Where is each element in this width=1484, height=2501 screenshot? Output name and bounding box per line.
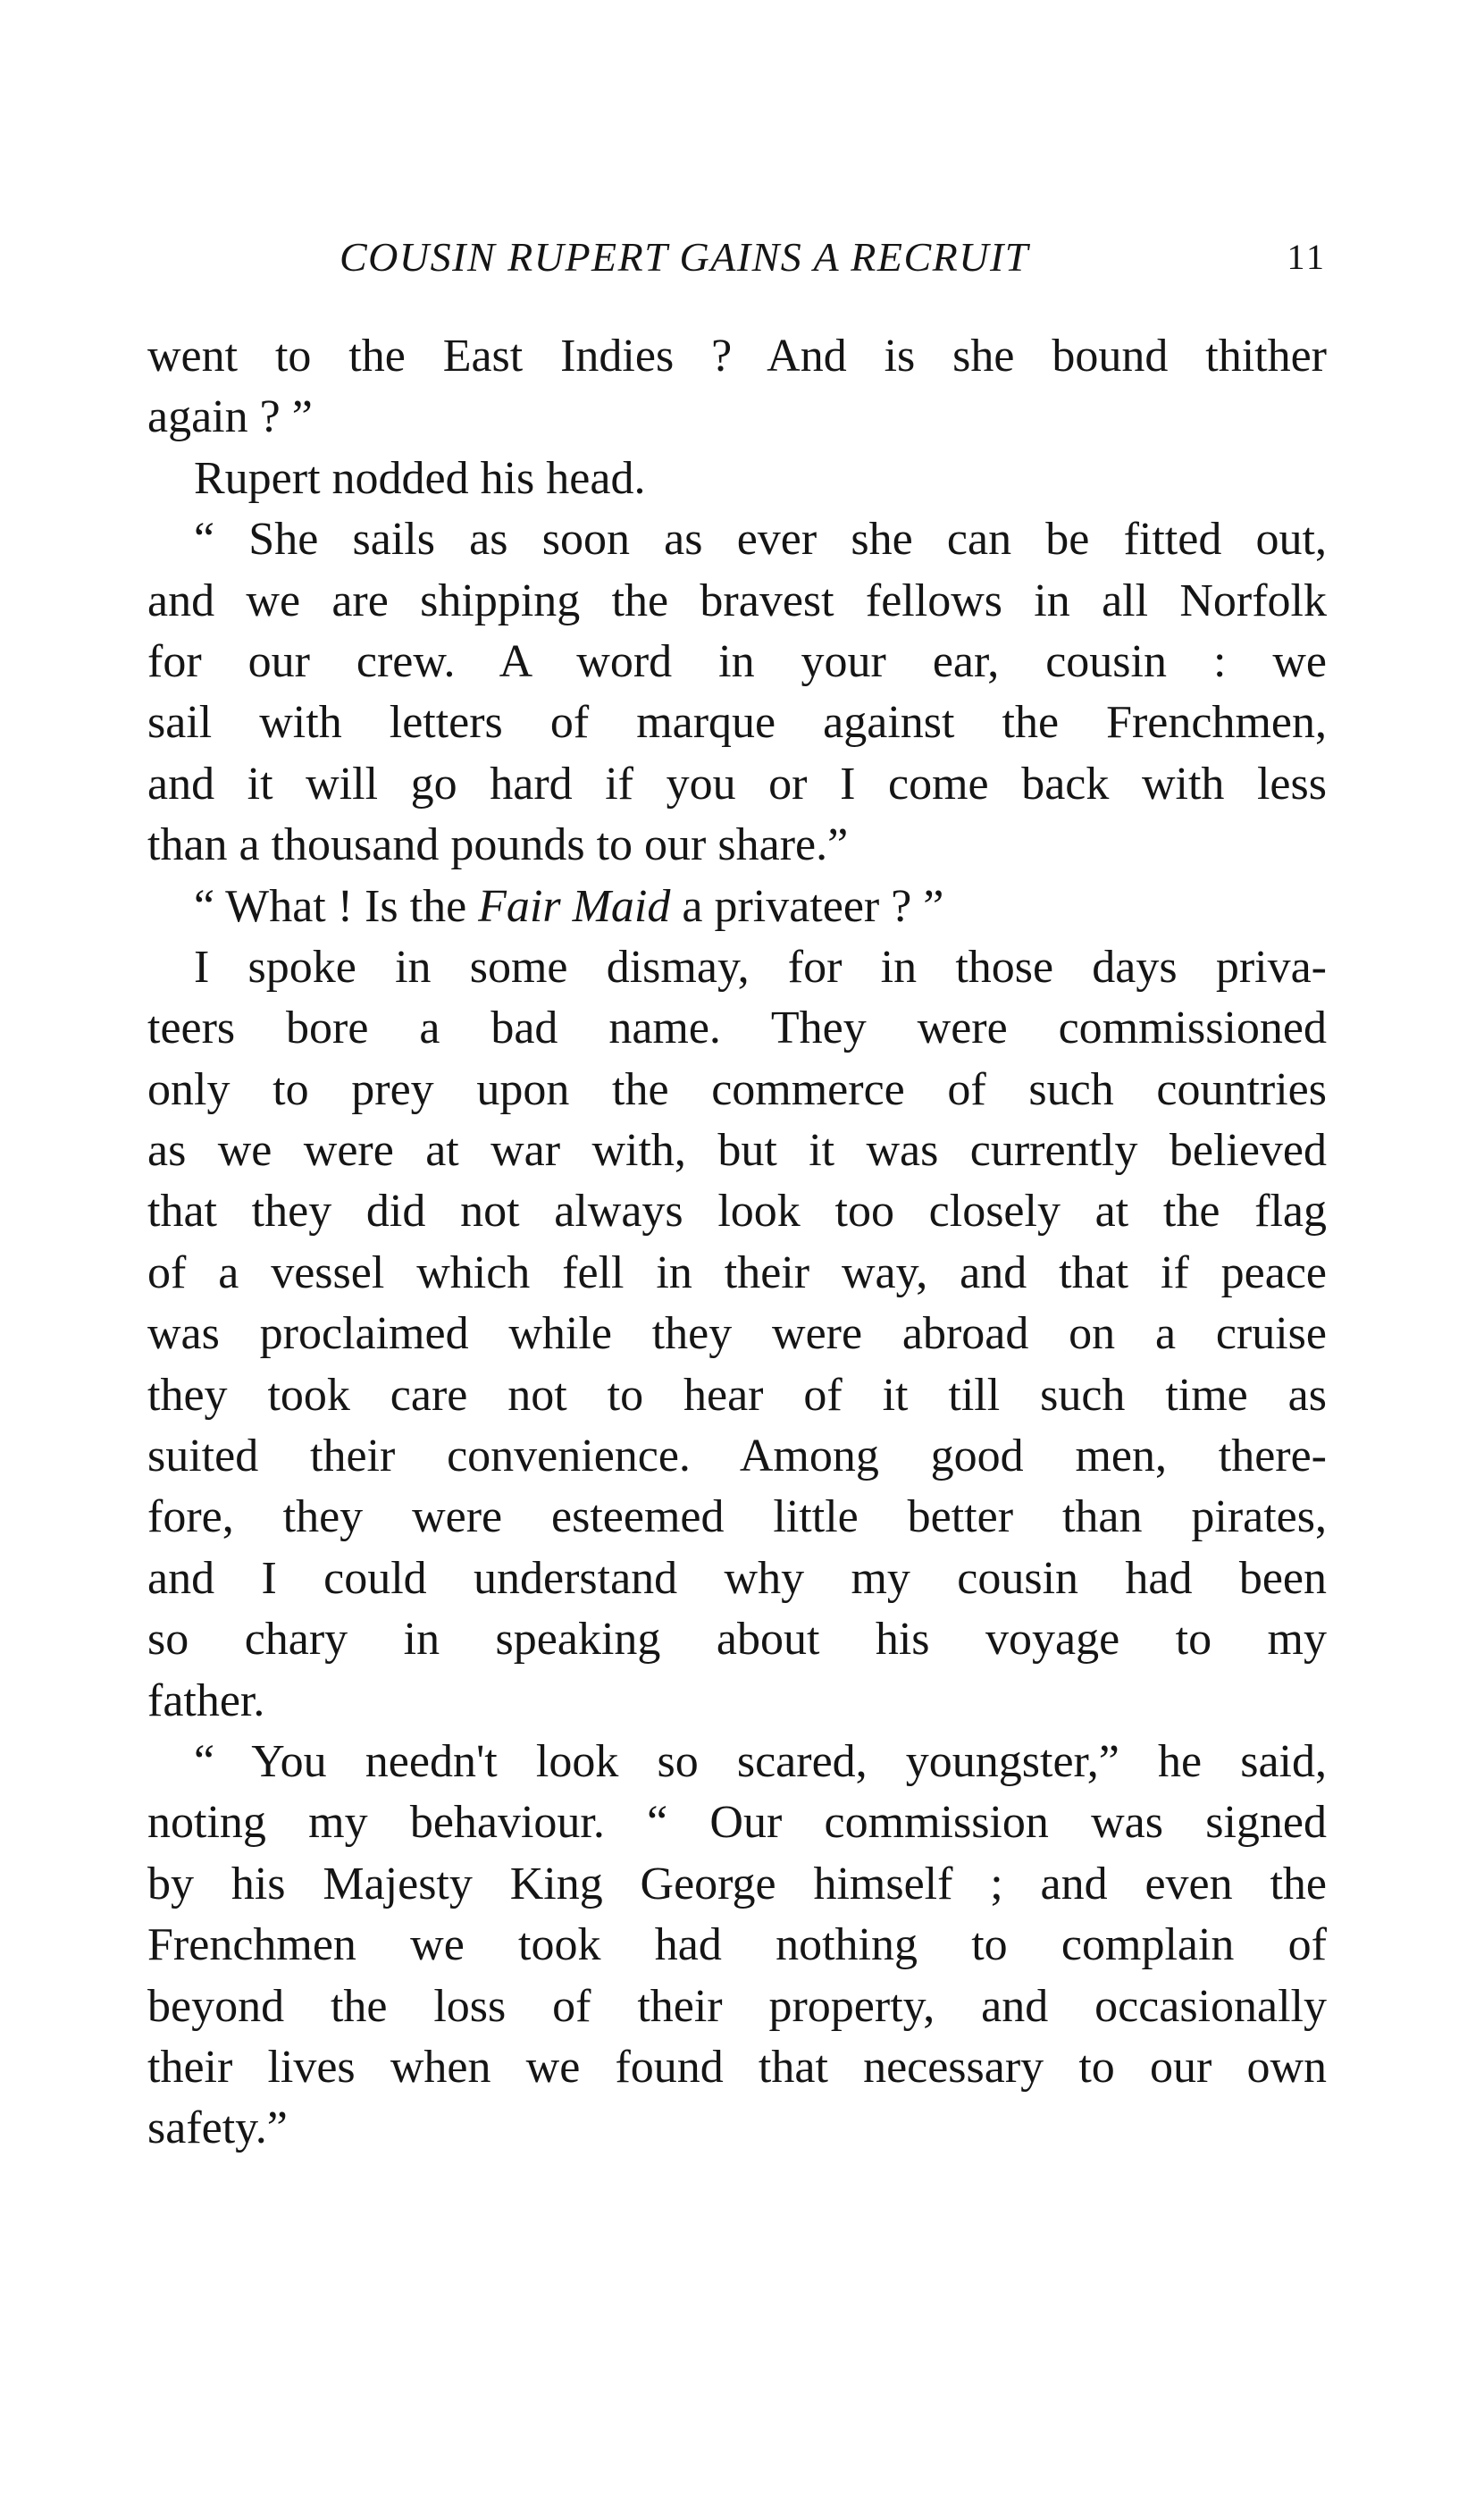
text-line: sail with letters of marque against the Frenchmen, (147, 697, 1327, 749)
text-line: and we are shipping the bravest fellows in all Norfolk (147, 575, 1327, 626)
line-text: a privateer ? ” (670, 880, 944, 932)
text-line: so chary in speaking about his voyage to my (147, 1614, 1327, 1666)
text-line: that they did not always look too closely at the flag (147, 1186, 1327, 1238)
text-line: noting my behaviour. “ Our commission was signed (147, 1797, 1327, 1849)
text-line: fore, they were esteemed little better than pirates, (147, 1491, 1327, 1543)
text-line: “ She sails as soon as ever she can be fitted out, (194, 514, 1327, 566)
text-line: of a vessel which fell in their way, and that if peace (147, 1246, 1327, 1298)
text-line: their lives when we found that necessary to our own (147, 2041, 1327, 2093)
paragraph-5 (147, 937, 1327, 1732)
text-line: went to the East Indies ? And is she bound thither (147, 331, 1327, 382)
text-line: and it will go hard if you or I come back with less (147, 758, 1327, 810)
running-head (147, 231, 1327, 284)
line-text: “ What ! Is the (194, 880, 479, 932)
paragraph-4 (147, 877, 1327, 937)
body-text (147, 326, 1327, 2160)
text-line: Rupert nodded his head. (194, 452, 646, 504)
text-line: father. (147, 1674, 265, 1726)
text-line: teers bore a bad name. They were commissioned (147, 1003, 1327, 1054)
paragraph-6 (147, 1732, 1327, 2160)
running-title: COUSIN RUPERT GAINS A RECRUIT (340, 234, 1029, 280)
text-line: I spoke in some dismay, for in those days priva- (194, 941, 1327, 993)
text-line: than a thousand pounds to our share.” (147, 819, 849, 871)
text-line: “ You needn't look so scared, youngster,” he said, (194, 1735, 1327, 1787)
text-line: by his Majesty King George himself ; and even the (147, 1858, 1327, 1909)
text-line: was proclaimed while they were abroad on a cruise (147, 1308, 1327, 1360)
text-line: again ? ” (147, 391, 313, 443)
paragraph-2 (147, 449, 1327, 509)
text-line: and I could understand why my cousin had been (147, 1552, 1327, 1604)
page-number: 11 (1287, 237, 1327, 277)
text-line: Frenchmen we took had nothing to complain of (147, 1919, 1327, 1971)
text-line: for our crew. A word in your ear, cousin : we (147, 635, 1327, 687)
text-line (147, 877, 1327, 937)
ship-name: Fair Maid (478, 880, 671, 932)
text-line: they took care not to hear of it till such time as (147, 1369, 1327, 1421)
text-line: beyond the loss of their property, and occasionally (147, 1980, 1327, 2032)
text-line: safety.” (147, 2102, 288, 2154)
text-line: only to prey upon the commerce of such countries (147, 1063, 1327, 1115)
paragraph-1 (147, 326, 1327, 449)
text-line: as we were at war with, but it was currently believed (147, 1125, 1327, 1177)
text-line: suited their convenience. Among good men, there- (147, 1431, 1327, 1482)
paragraph-3 (147, 509, 1327, 876)
